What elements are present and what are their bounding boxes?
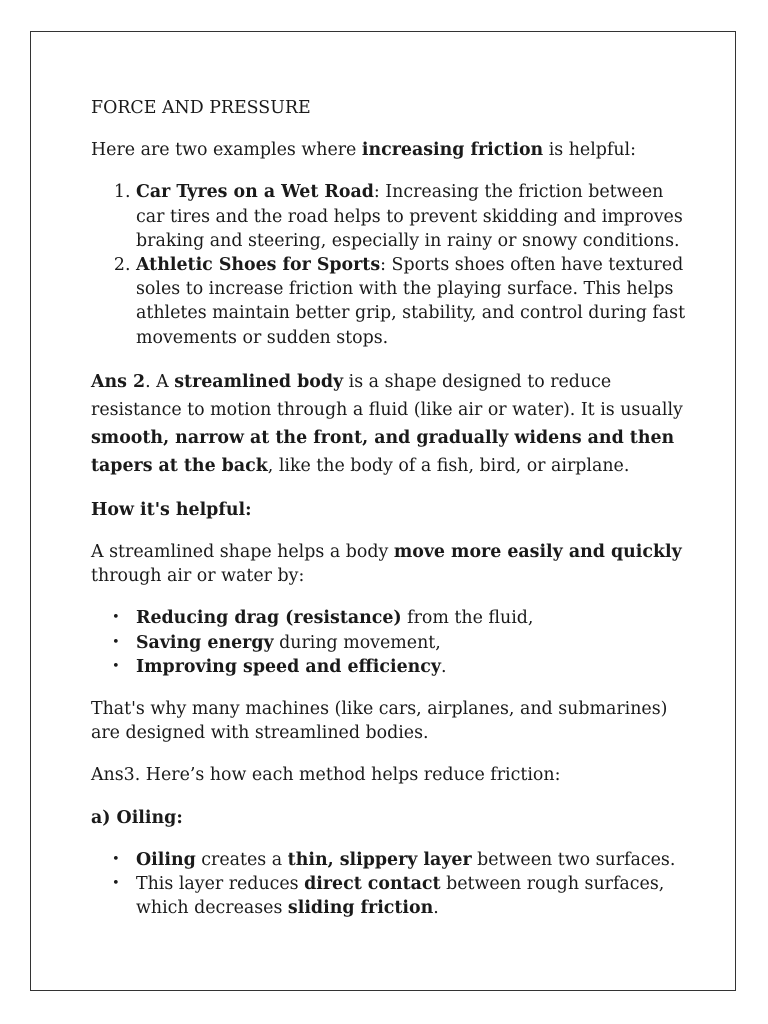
answer-3-paragraph: Ans3. Here’s how each method helps reduce friction: [91, 765, 561, 786]
bullet-text: . [433, 898, 439, 919]
bullet-text: creates a [195, 849, 288, 870]
intro-bold: increasing friction [361, 140, 544, 161]
answer-2-paragraph [91, 368, 691, 480]
example-text: : Sports shoes often have textured soles to increase friction with the playing surface. This helps athletes maintain better grip, stability, and control during fast movements or sudden stops. [136, 255, 686, 348]
answer-bold: smooth, narrow at the front, and gradually widens and then tapers at the back [91, 427, 675, 476]
answer-text: , like the body of a fish, bird, or airplane. [267, 455, 630, 476]
helpful-heading: How it's helpful: [91, 499, 252, 520]
bullet-text: between two surfaces. [471, 849, 676, 870]
bullet-icon: • [112, 876, 120, 892]
list-item [136, 180, 691, 253]
helpful-text-end: through air or water by: [91, 566, 305, 587]
bullet-bold: Reducing drag (resistance) [136, 608, 402, 629]
bullet-bold: sliding friction [287, 898, 434, 919]
oiling-bullet-list [91, 848, 691, 921]
example-text: : Increasing the friction between car tires and the road helps to prevent skidding and improves braking and steering, especially in rainy or snowy conditions. [136, 182, 683, 251]
bullet-bold: Improving speed and efficiency [136, 656, 441, 677]
intro-text: Here are two examples where [91, 140, 362, 161]
bullet-icon: • [112, 610, 120, 626]
helpful-bold: move more easily and quickly [393, 542, 682, 563]
document-body [91, 96, 691, 938]
document-page [30, 31, 736, 991]
bullet-text: during movement, [273, 632, 441, 653]
intro-paragraph [91, 138, 691, 162]
list-item [112, 872, 691, 920]
list-item [136, 253, 691, 350]
bullet-text: . [441, 656, 447, 677]
bullet-icon: • [112, 634, 120, 650]
oiling-heading: a) Oiling: [91, 807, 183, 828]
helpful-intro-paragraph [91, 540, 691, 588]
examples-list [91, 180, 691, 349]
answer-label: Ans 2 [91, 371, 146, 392]
bullet-bold: thin, slippery layer [287, 849, 472, 870]
bullet-bold: Oiling [136, 849, 196, 870]
bullet-text: This layer reduces [136, 874, 305, 895]
section-heading [91, 806, 691, 830]
list-item [112, 848, 691, 872]
example-title: Athletic Shoes for Sports [136, 255, 381, 276]
answer-bold: streamlined body [174, 371, 344, 392]
intro-text-end: is helpful: [543, 140, 636, 161]
bullet-bold: direct contact [304, 874, 441, 895]
bullet-text: between rough surfaces, which decreases [136, 874, 665, 919]
document-title: FORCE AND PRESSURE [91, 98, 311, 118]
bullet-bold: Saving energy [136, 632, 274, 653]
helpful-bullet-list [91, 606, 691, 679]
list-item [112, 655, 691, 679]
bullet-text: from the fluid, [401, 608, 534, 629]
conclusion-paragraph: That's why many machines (like cars, airplanes, and submarines) are designed with streamlined bodies. [91, 699, 668, 744]
helpful-text: A streamlined shape helps a body [91, 542, 394, 563]
list-item [112, 606, 691, 630]
bullet-icon: • [112, 658, 120, 674]
answer-text: is a shape designed to reduce resistance to motion through a fluid (like air or water). It is usually [91, 371, 683, 420]
list-item [112, 631, 691, 655]
answer-text: . A [145, 371, 175, 392]
example-title: Car Tyres on a Wet Road [136, 182, 374, 203]
bullet-icon: • [112, 851, 120, 867]
section-heading [91, 498, 691, 522]
